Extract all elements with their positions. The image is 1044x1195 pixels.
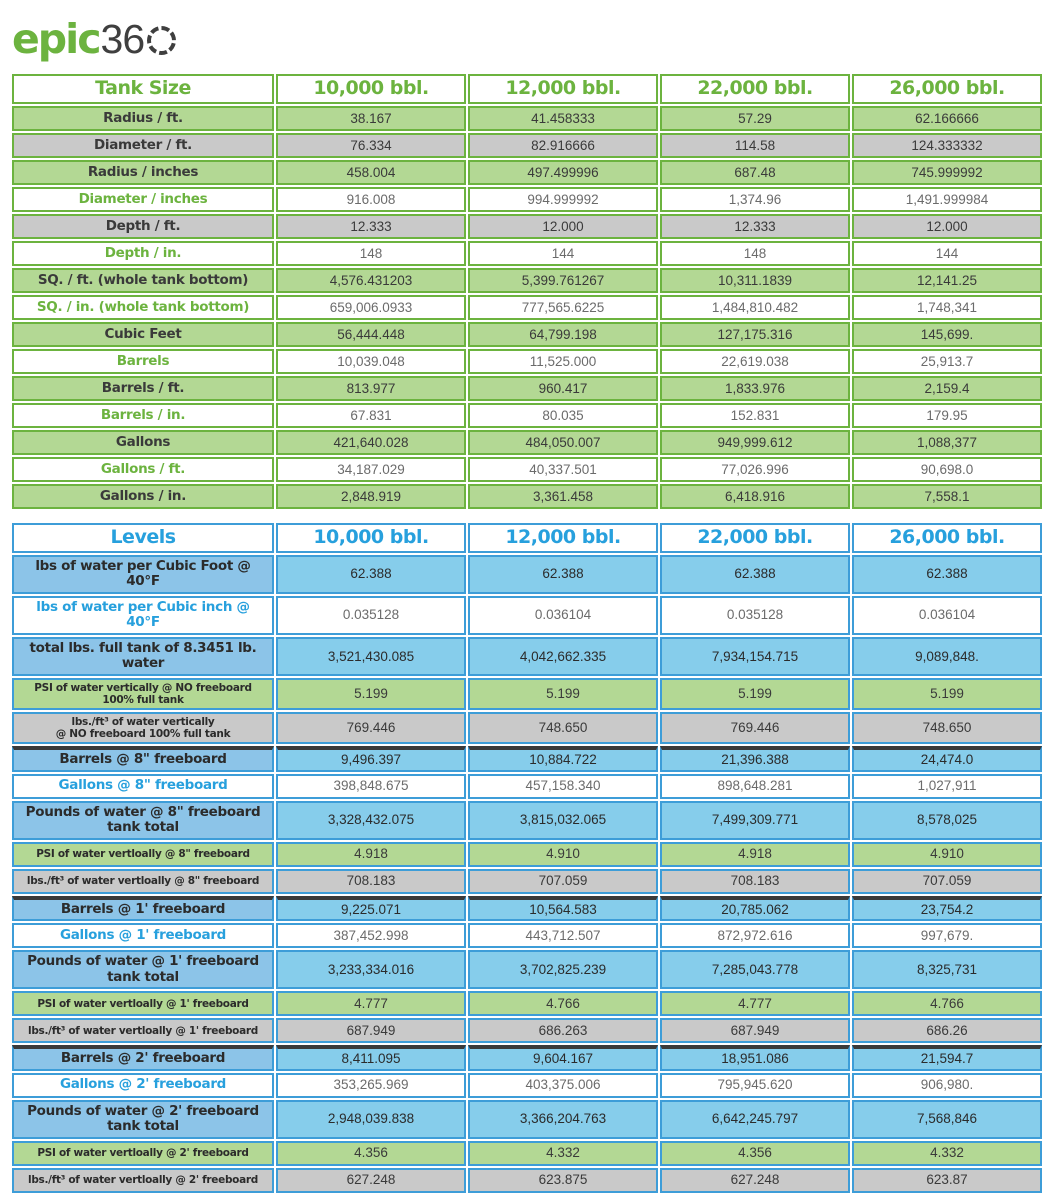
levels-row-9-value-0: 708.183 <box>276 869 466 894</box>
levels-row <box>12 1141 1042 1166</box>
row-2-value-3: 745.999992 <box>852 160 1042 185</box>
levels-row-label-15: Barrels @ 2' freeboard <box>12 1045 274 1071</box>
levels-row-12-value-1: 3,702,825.239 <box>468 950 658 989</box>
row-1-value-0: 76.334 <box>276 133 466 158</box>
logo-epic-text: epic <box>12 14 100 63</box>
levels-header-col-1: 12,000 bbl. <box>468 523 658 553</box>
header-col-1: 12,000 bbl. <box>468 74 658 104</box>
row-9-value-0: 10,039.048 <box>276 349 466 374</box>
levels-row-label-8: PSI of water vertloally @ 8" freeboard <box>12 842 274 867</box>
levels-row-label-6: Gallons @ 8" freeboard <box>12 774 274 799</box>
table-row <box>12 214 1042 239</box>
levels-row <box>12 842 1042 867</box>
levels-row-14-value-3: 686.26 <box>852 1018 1042 1043</box>
row-8-value-0: 56,444.448 <box>276 322 466 347</box>
levels-row-1-value-2: 0.035128 <box>660 596 850 635</box>
row-9-value-1: 11,525.000 <box>468 349 658 374</box>
levels-row-label-19: lbs./ft³ of water vertloally @ 2' freeboard <box>12 1168 274 1193</box>
table-row <box>12 241 1042 266</box>
levels-row-10-value-0: 9,225.071 <box>276 896 466 922</box>
levels-row-14-value-0: 687.949 <box>276 1018 466 1043</box>
levels-row <box>12 923 1042 948</box>
table-row <box>12 133 1042 158</box>
row-12-value-3: 1,088,377 <box>852 430 1042 455</box>
row-10-value-2: 1,833.976 <box>660 376 850 401</box>
levels-row-0-value-3: 62.388 <box>852 555 1042 594</box>
levels-row-13-value-3: 4.766 <box>852 991 1042 1016</box>
levels-row-label-0: lbs of water per Cubic Foot @ 40°F <box>12 555 274 594</box>
row-14-value-0: 2,848.919 <box>276 484 466 509</box>
levels-row <box>12 950 1042 989</box>
levels-row-9-value-2: 708.183 <box>660 869 850 894</box>
row-8-value-1: 64,799.198 <box>468 322 658 347</box>
levels-row-1-value-1: 0.036104 <box>468 596 658 635</box>
levels-row-11-value-2: 872,972.616 <box>660 923 850 948</box>
levels-row <box>12 1073 1042 1098</box>
levels-row-16-value-1: 403,375.006 <box>468 1073 658 1098</box>
table-row <box>12 187 1042 212</box>
levels-row-10-value-3: 23,754.2 <box>852 896 1042 922</box>
levels-row-label-16: Gallons @ 2' freeboard <box>12 1073 274 1098</box>
row-label-7: SQ. / in. (whole tank bottom) <box>12 295 274 320</box>
levels-row <box>12 1168 1042 1193</box>
row-label-10: Barrels / ft. <box>12 376 274 401</box>
levels-row-12-value-2: 7,285,043.778 <box>660 950 850 989</box>
levels-row-3-value-3: 5.199 <box>852 678 1042 710</box>
table-row <box>12 295 1042 320</box>
row-5-value-2: 148 <box>660 241 850 266</box>
levels-row <box>12 712 1042 744</box>
row-14-value-1: 3,361.458 <box>468 484 658 509</box>
header-col-2: 22,000 bbl. <box>660 74 850 104</box>
table-row <box>12 160 1042 185</box>
row-4-value-1: 12.000 <box>468 214 658 239</box>
row-4-value-2: 12.333 <box>660 214 850 239</box>
levels-row-17-value-2: 6,642,245.797 <box>660 1100 850 1139</box>
levels-row-2-value-2: 7,934,154.715 <box>660 637 850 676</box>
row-1-value-1: 82.916666 <box>468 133 658 158</box>
levels-header-col-3: 26,000 bbl. <box>852 523 1042 553</box>
levels-row-13-value-0: 4.777 <box>276 991 466 1016</box>
levels-row-11-value-0: 387,452.998 <box>276 923 466 948</box>
row-label-5: Depth / in. <box>12 241 274 266</box>
levels-row <box>12 1045 1042 1071</box>
row-label-2: Radius / inches <box>12 160 274 185</box>
levels-row-8-value-0: 4.918 <box>276 842 466 867</box>
table-row <box>12 268 1042 293</box>
levels-header-col-0: 10,000 bbl. <box>276 523 466 553</box>
levels-row-10-value-2: 20,785.062 <box>660 896 850 922</box>
levels-row-19-value-0: 627.248 <box>276 1168 466 1193</box>
header-col-0: 10,000 bbl. <box>276 74 466 104</box>
row-label-9: Barrels <box>12 349 274 374</box>
levels-row-4-value-1: 748.650 <box>468 712 658 744</box>
row-12-value-1: 484,050.007 <box>468 430 658 455</box>
row-5-value-1: 144 <box>468 241 658 266</box>
table-row <box>12 403 1042 428</box>
row-2-value-2: 687.48 <box>660 160 850 185</box>
levels-row-label-17: Pounds of water @ 2' freeboard tank total <box>12 1100 274 1139</box>
row-10-value-1: 960.417 <box>468 376 658 401</box>
levels-row-18-value-0: 4.356 <box>276 1141 466 1166</box>
tank-size-table-wrap <box>0 72 1005 511</box>
row-8-value-3: 145,699. <box>852 322 1042 347</box>
levels-row <box>12 896 1042 922</box>
levels-row-4-value-3: 748.650 <box>852 712 1042 744</box>
row-13-value-0: 34,187.029 <box>276 457 466 482</box>
levels-row-12-value-3: 8,325,731 <box>852 950 1042 989</box>
row-1-value-2: 114.58 <box>660 133 850 158</box>
levels-header-col-2: 22,000 bbl. <box>660 523 850 553</box>
header-label-tank-size: Tank Size <box>12 74 274 104</box>
levels-row <box>12 991 1042 1016</box>
levels-row <box>12 1018 1042 1043</box>
levels-row-label-7: Pounds of water @ 8" freeboard tank total <box>12 801 274 840</box>
table-row <box>12 457 1042 482</box>
table-header-row <box>12 74 1042 104</box>
table-row <box>12 349 1042 374</box>
row-label-14: Gallons / in. <box>12 484 274 509</box>
levels-row-12-value-0: 3,233,334.016 <box>276 950 466 989</box>
row-3-value-0: 916.008 <box>276 187 466 212</box>
levels-row <box>12 774 1042 799</box>
row-7-value-2: 1,484,810.482 <box>660 295 850 320</box>
levels-row-2-value-3: 9,089,848. <box>852 637 1042 676</box>
levels-row-13-value-2: 4.777 <box>660 991 850 1016</box>
levels-row-16-value-0: 353,265.969 <box>276 1073 466 1098</box>
levels-row-7-value-0: 3,328,432.075 <box>276 801 466 840</box>
row-14-value-3: 7,558.1 <box>852 484 1042 509</box>
levels-row-4-value-2: 769.446 <box>660 712 850 744</box>
levels-row-11-value-3: 997,679. <box>852 923 1042 948</box>
levels-row-label-9: lbs./ft³ of water vertloally @ 8" freeboard <box>12 869 274 894</box>
brand-header <box>0 0 830 72</box>
levels-row-label-1: lbs of water per Cubic inch @ 40°F <box>12 596 274 635</box>
row-11-value-0: 67.831 <box>276 403 466 428</box>
table-gap <box>0 511 830 521</box>
row-7-value-3: 1,748,341 <box>852 295 1042 320</box>
levels-row-7-value-3: 8,578,025 <box>852 801 1042 840</box>
levels-row-label-2: total lbs. full tank of 8.3451 lb. water <box>12 637 274 676</box>
levels-row-6-value-0: 398,848.675 <box>276 774 466 799</box>
table-row <box>12 376 1042 401</box>
row-0-value-1: 41.458333 <box>468 106 658 131</box>
levels-row-15-value-0: 8,411.095 <box>276 1045 466 1071</box>
row-label-8: Cubic Feet <box>12 322 274 347</box>
levels-row-5-value-2: 21,396.388 <box>660 746 850 772</box>
row-0-value-3: 62.166666 <box>852 106 1042 131</box>
levels-row-6-value-2: 898,648.281 <box>660 774 850 799</box>
levels-row-5-value-3: 24,474.0 <box>852 746 1042 772</box>
levels-row-16-value-3: 906,980. <box>852 1073 1042 1098</box>
row-3-value-3: 1,491.999984 <box>852 187 1042 212</box>
levels-row-17-value-3: 7,568,846 <box>852 1100 1042 1139</box>
levels-row-18-value-3: 4.332 <box>852 1141 1042 1166</box>
levels-row-label-13: PSI of water vertloally @ 1' freeboard <box>12 991 274 1016</box>
row-12-value-0: 421,640.028 <box>276 430 466 455</box>
row-label-4: Depth / ft. <box>12 214 274 239</box>
levels-row-8-value-2: 4.918 <box>660 842 850 867</box>
table-row <box>12 484 1042 509</box>
levels-row-0-value-1: 62.388 <box>468 555 658 594</box>
row-7-value-1: 777,565.6225 <box>468 295 658 320</box>
levels-row-label-10: Barrels @ 1' freeboard <box>12 896 274 922</box>
row-2-value-1: 497.499996 <box>468 160 658 185</box>
row-13-value-2: 77,026.996 <box>660 457 850 482</box>
levels-row-label-12: Pounds of water @ 1' freeboard tank total <box>12 950 274 989</box>
levels-row-6-value-3: 1,027,911 <box>852 774 1042 799</box>
levels-row-7-value-1: 3,815,032.065 <box>468 801 658 840</box>
levels-row-19-value-2: 627.248 <box>660 1168 850 1193</box>
row-label-11: Barrels / in. <box>12 403 274 428</box>
row-label-13: Gallons / ft. <box>12 457 274 482</box>
levels-row-14-value-1: 686.263 <box>468 1018 658 1043</box>
levels-row-19-value-3: 623.87 <box>852 1168 1042 1193</box>
levels-row <box>12 555 1042 594</box>
levels-row-9-value-1: 707.059 <box>468 869 658 894</box>
header-label-levels: Levels <box>12 523 274 553</box>
row-10-value-0: 813.977 <box>276 376 466 401</box>
row-label-0: Radius / ft. <box>12 106 274 131</box>
table-row <box>12 322 1042 347</box>
levels-row-0-value-0: 62.388 <box>276 555 466 594</box>
table-row <box>12 106 1042 131</box>
levels-row-17-value-0: 2,948,039.838 <box>276 1100 466 1139</box>
row-label-1: Diameter / ft. <box>12 133 274 158</box>
levels-row-18-value-2: 4.356 <box>660 1141 850 1166</box>
row-1-value-3: 124.333332 <box>852 133 1042 158</box>
levels-row-9-value-3: 707.059 <box>852 869 1042 894</box>
levels-row-0-value-2: 62.388 <box>660 555 850 594</box>
levels-row-3-value-0: 5.199 <box>276 678 466 710</box>
row-6-value-1: 5,399.761267 <box>468 268 658 293</box>
row-10-value-3: 2,159.4 <box>852 376 1042 401</box>
levels-table <box>10 521 1044 1195</box>
levels-table-wrap <box>0 521 1005 1195</box>
levels-row-15-value-3: 21,594.7 <box>852 1045 1042 1071</box>
levels-row-6-value-1: 457,158.340 <box>468 774 658 799</box>
row-8-value-2: 127,175.316 <box>660 322 850 347</box>
levels-row-11-value-1: 443,712.507 <box>468 923 658 948</box>
row-11-value-2: 152.831 <box>660 403 850 428</box>
levels-row-19-value-1: 623.875 <box>468 1168 658 1193</box>
levels-row-3-value-1: 5.199 <box>468 678 658 710</box>
row-5-value-0: 148 <box>276 241 466 266</box>
row-6-value-3: 12,141.25 <box>852 268 1042 293</box>
row-13-value-3: 90,698.0 <box>852 457 1042 482</box>
levels-row-7-value-2: 7,499,309.771 <box>660 801 850 840</box>
levels-row-label-18: PSI of water vertloally @ 2' freeboard <box>12 1141 274 1166</box>
row-13-value-1: 40,337.501 <box>468 457 658 482</box>
row-3-value-1: 994.999992 <box>468 187 658 212</box>
row-label-6: SQ. / ft. (whole tank bottom) <box>12 268 274 293</box>
dashed-circle-icon <box>147 26 176 55</box>
levels-row-17-value-1: 3,366,204.763 <box>468 1100 658 1139</box>
row-0-value-2: 57.29 <box>660 106 850 131</box>
table-row <box>12 430 1042 455</box>
levels-row-8-value-1: 4.910 <box>468 842 658 867</box>
row-4-value-0: 12.333 <box>276 214 466 239</box>
levels-row-1-value-3: 0.036104 <box>852 596 1042 635</box>
logo-36-text: 36 <box>100 15 145 62</box>
row-label-3: Diameter / inches <box>12 187 274 212</box>
levels-row-5-value-0: 9,496.397 <box>276 746 466 772</box>
epic360-logo <box>12 14 176 63</box>
row-7-value-0: 659,006.0933 <box>276 295 466 320</box>
levels-row <box>12 1100 1042 1139</box>
row-label-12: Gallons <box>12 430 274 455</box>
levels-row-2-value-1: 4,042,662.335 <box>468 637 658 676</box>
levels-row <box>12 637 1042 676</box>
row-9-value-3: 25,913.7 <box>852 349 1042 374</box>
row-5-value-3: 144 <box>852 241 1042 266</box>
row-6-value-2: 10,311.1839 <box>660 268 850 293</box>
levels-row-18-value-1: 4.332 <box>468 1141 658 1166</box>
levels-row-13-value-1: 4.766 <box>468 991 658 1016</box>
levels-row-label-3: PSI of water vertically @ NO freeboard 100% full tank <box>12 678 274 710</box>
levels-row-15-value-1: 9,604.167 <box>468 1045 658 1071</box>
levels-row-15-value-2: 18,951.086 <box>660 1045 850 1071</box>
levels-row-label-4: lbs./ft³ of water vertically @ NO freeboard 100% full tank <box>12 712 274 744</box>
levels-row-label-11: Gallons @ 1' freeboard <box>12 923 274 948</box>
levels-row <box>12 869 1042 894</box>
row-3-value-2: 1,374.96 <box>660 187 850 212</box>
levels-row <box>12 678 1042 710</box>
row-0-value-0: 38.167 <box>276 106 466 131</box>
row-12-value-2: 949,999.612 <box>660 430 850 455</box>
row-11-value-3: 179.95 <box>852 403 1042 428</box>
row-4-value-3: 12.000 <box>852 214 1042 239</box>
levels-row-8-value-3: 4.910 <box>852 842 1042 867</box>
row-11-value-1: 80.035 <box>468 403 658 428</box>
levels-row-14-value-2: 687.949 <box>660 1018 850 1043</box>
levels-row <box>12 596 1042 635</box>
row-6-value-0: 4,576.431203 <box>276 268 466 293</box>
levels-row <box>12 801 1042 840</box>
row-2-value-0: 458.004 <box>276 160 466 185</box>
header-col-3: 26,000 bbl. <box>852 74 1042 104</box>
tank-size-table <box>10 72 1044 511</box>
levels-header-row <box>12 523 1042 553</box>
levels-row <box>12 746 1042 772</box>
levels-row-1-value-0: 0.035128 <box>276 596 466 635</box>
levels-row-2-value-0: 3,521,430.085 <box>276 637 466 676</box>
row-9-value-2: 22,619.038 <box>660 349 850 374</box>
levels-row-5-value-1: 10,884.722 <box>468 746 658 772</box>
levels-row-3-value-2: 5.199 <box>660 678 850 710</box>
levels-row-4-value-0: 769.446 <box>276 712 466 744</box>
row-14-value-2: 6,418.916 <box>660 484 850 509</box>
levels-row-label-5: Barrels @ 8" freeboard <box>12 746 274 772</box>
levels-row-label-14: lbs./ft³ of water vertloally @ 1' freeboard <box>12 1018 274 1043</box>
levels-row-10-value-1: 10,564.583 <box>468 896 658 922</box>
levels-row-16-value-2: 795,945.620 <box>660 1073 850 1098</box>
